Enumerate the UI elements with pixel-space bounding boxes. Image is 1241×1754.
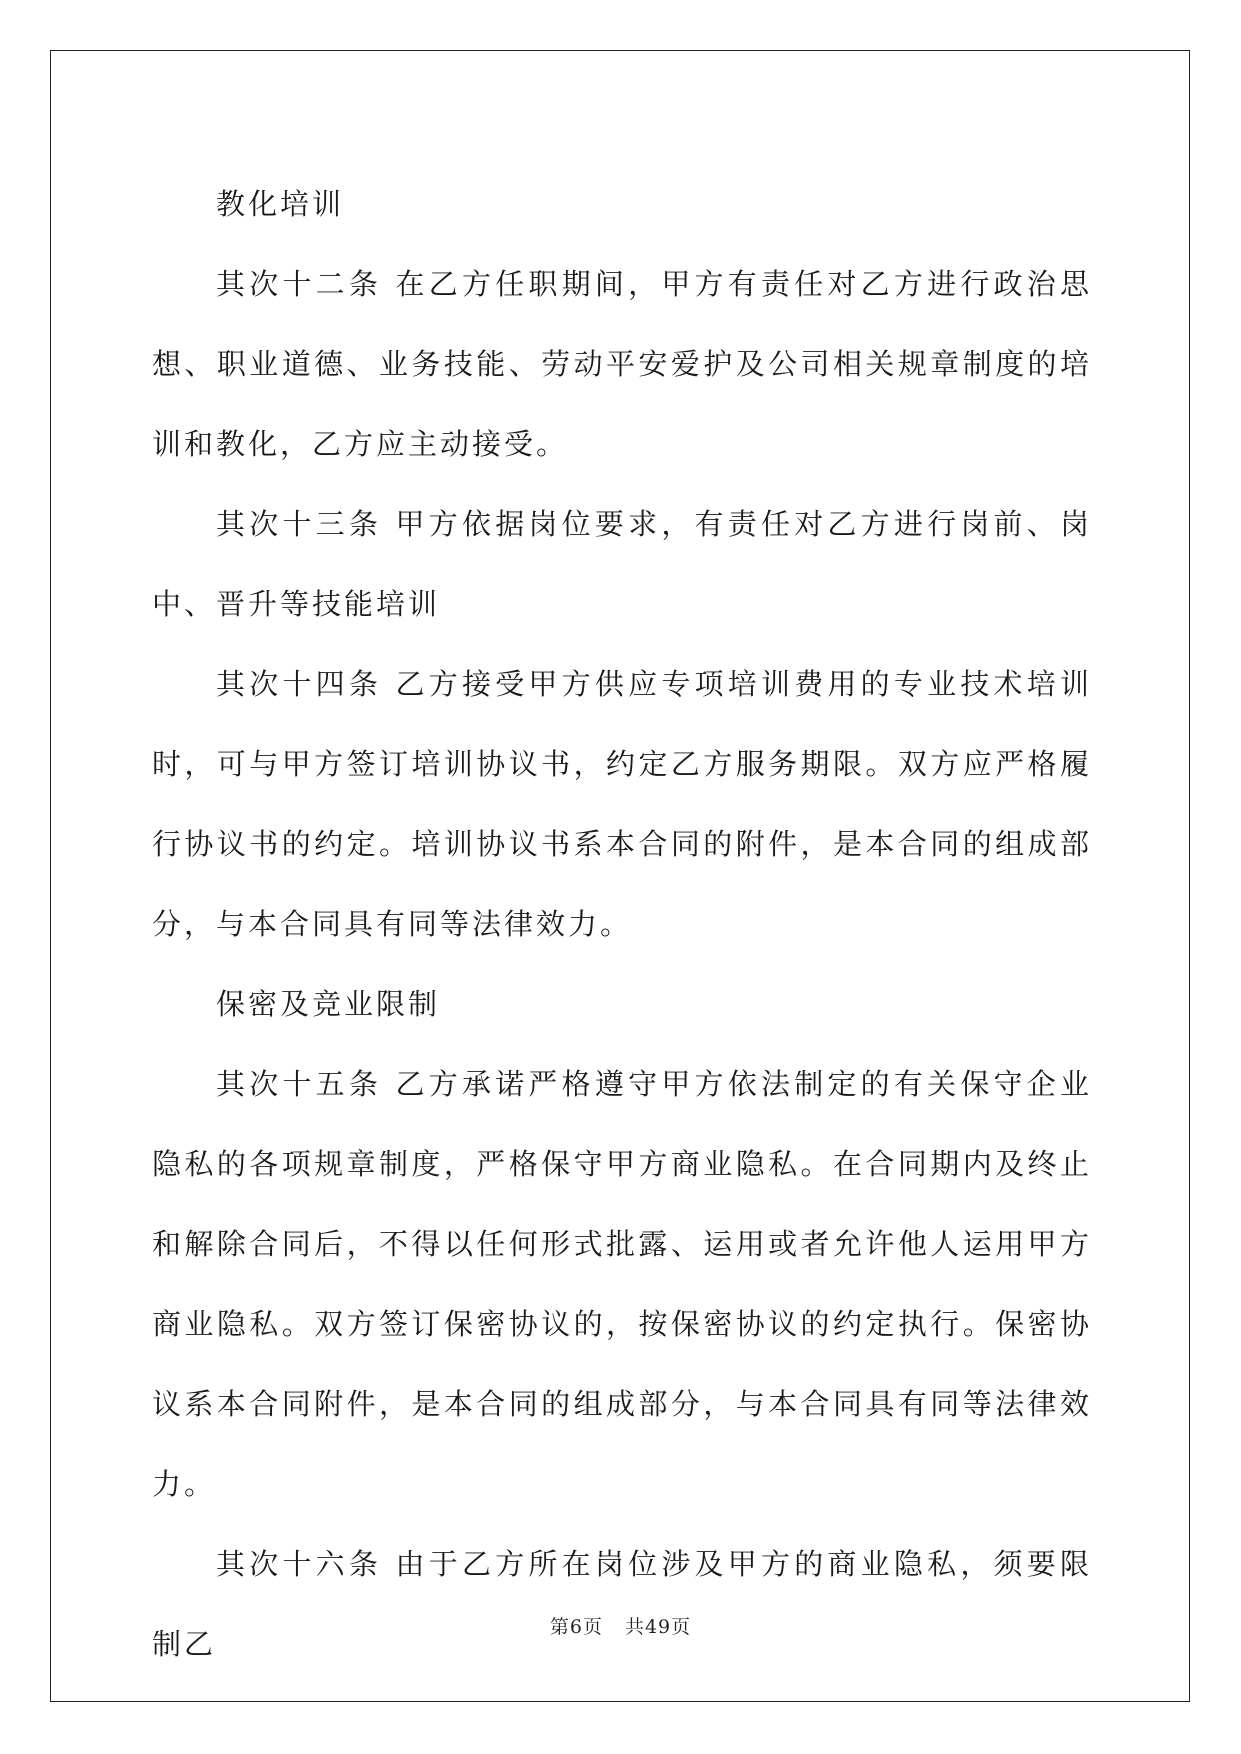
article-33: 其次十三条 甲方依据岗位要求，有责任对乙方进行岗前、岗中、晋升等技能培训 xyxy=(152,507,1092,621)
article-35: 其次十五条 乙方承诺严格遵守甲方依法制定的有关保守企业隐私的各项规章制度，严格保守甲方商业隐私。在合同期内及终止和解除合同后，不得以任何形式批露、运用或者允许他人运用甲方商业隐私。双方签订保密协议的，按保密协议的约定执行。保密协议系本合同附件，是本合同的组成部分，与本合同具有同等法律效力。 xyxy=(152,1067,1092,1501)
page-total: 共49页 xyxy=(624,1616,692,1638)
section-heading-training: 教化培训 xyxy=(216,187,345,221)
article-36: 其次十六条 由于乙方所在岗位涉及甲方的商业隐私，须要限制乙 xyxy=(152,1547,1092,1661)
article-34: 其次十四条 乙方接受甲方供应专项培训费用的专业技术培训时，可与甲方签订培训协议书，约定乙方服务期限。双方应严格履行协议书的约定。培训协议书系本合同的附件，是本合同的组成部分，与本合同具有同等法律效力。 xyxy=(152,667,1092,941)
section-heading-confidentiality: 保密及竞业限制 xyxy=(216,987,441,1021)
document-body xyxy=(152,164,1092,1684)
page-footer xyxy=(0,1612,1241,1639)
article-32: 其次十二条 在乙方任职期间，甲方有责任对乙方进行政治思想、职业道德、业务技能、劳动平安爱护及公司相关规章制度的培训和教化，乙方应主动接受。 xyxy=(152,267,1092,461)
page-number: 第6页 xyxy=(549,1616,603,1638)
